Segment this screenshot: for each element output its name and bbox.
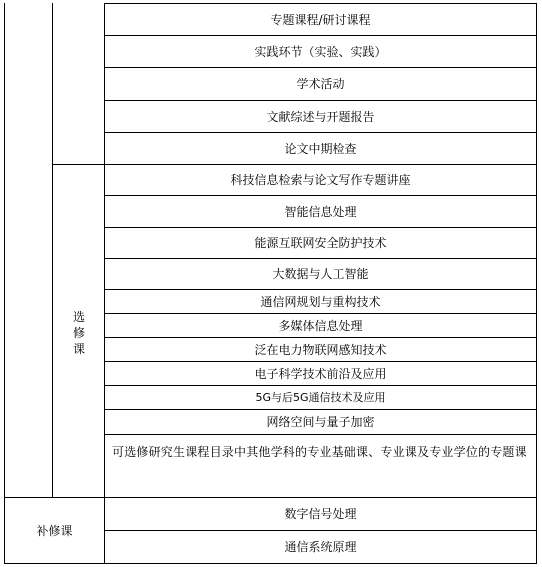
table-border-bottom [4, 563, 537, 564]
course-name: 大数据与人工智能 [272, 267, 369, 281]
column-divider-1 [52, 3, 53, 497]
course-name: 5G与后5G通信技术及应用 [255, 391, 386, 404]
row-line [104, 434, 537, 435]
table-row [105, 196, 536, 227]
course-table [4, 3, 537, 564]
course-name: 智能信息处理 [284, 204, 357, 219]
table-row [105, 4, 536, 35]
course-name: 通信网规划与重构技术 [260, 294, 381, 309]
table-row [105, 314, 536, 337]
table-row [105, 36, 536, 67]
course-name: 专题课程/研讨课程 [270, 12, 371, 27]
course-name: 多媒体信息处理 [278, 318, 363, 333]
course-name: 数字信号处理 [284, 507, 357, 521]
table-border-left [4, 3, 5, 564]
course-name: 通信系统原理 [284, 540, 357, 554]
remedial-group-label-text: 补修课 [36, 523, 73, 538]
course-name: 实践环节（实验、实践） [254, 44, 387, 59]
table-row [105, 338, 536, 361]
course-name: 科技信息检索与论文写作专题讲座 [230, 173, 411, 187]
elective-note: 可选修研究生课程目录中其他学科的专业基础课、专业课及专业学位的专题课 [112, 445, 527, 459]
course-name: 文献综述与开题报告 [266, 109, 375, 124]
table-row [105, 498, 536, 530]
table-row [105, 165, 536, 195]
table-border-right [536, 3, 537, 564]
course-name: 电子科学技术前沿及应用 [254, 366, 387, 381]
course-name: 网络空间与量子加密 [266, 415, 375, 429]
course-name: 能源互联网安全防护技术 [254, 236, 387, 250]
course-name: 论文中期检查 [284, 141, 357, 156]
table-row [105, 228, 536, 258]
table-row [105, 410, 536, 434]
table-row [105, 68, 536, 100]
table-row [105, 531, 536, 563]
table-row [105, 259, 536, 289]
course-name: 学术活动 [296, 77, 345, 91]
table-row [105, 290, 536, 313]
table-row [105, 386, 536, 409]
table-row [105, 362, 536, 385]
table-row [105, 101, 536, 132]
remedial-group-label [5, 498, 104, 563]
table-row [105, 133, 536, 164]
elective-group-label: 选修课 [72, 310, 85, 356]
course-name: 泛在电力物联网感知技术 [254, 342, 387, 357]
